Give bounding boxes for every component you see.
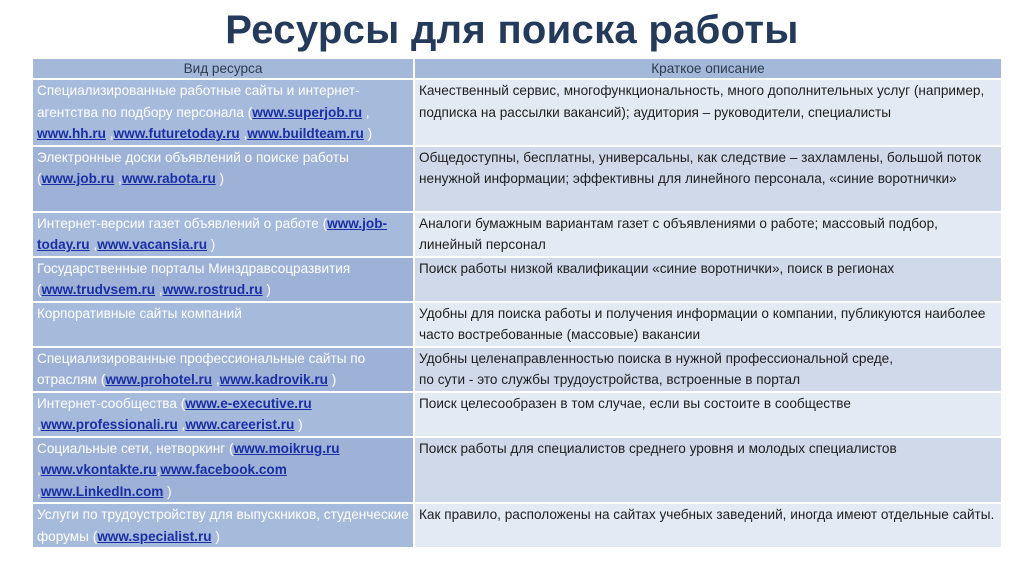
link-e-executive[interactable]: www.e-executive.ru bbox=[185, 395, 312, 411]
punct: , bbox=[37, 483, 41, 499]
punct: ) bbox=[215, 171, 225, 186]
resource-text: Услуги по трудоустройству для выпускников, студенческие форумы ( bbox=[37, 507, 409, 544]
punct: ) bbox=[211, 528, 220, 544]
punct: ) bbox=[262, 282, 271, 297]
link-buildteam[interactable]: www.buildteam.ru bbox=[247, 126, 364, 141]
description-cell: Удобны для поиска работы и получения информации о компании, публикуются наиболее часто востребованные (массовые) вакансии bbox=[415, 303, 1001, 346]
table-row bbox=[33, 348, 1001, 391]
resource-text: Корпоративные сайты компаний bbox=[37, 305, 242, 321]
resource-cell bbox=[33, 348, 413, 391]
punct: , bbox=[177, 417, 186, 432]
punct: , bbox=[37, 462, 41, 477]
table-row bbox=[33, 438, 1001, 503]
description-line: Удобны целенаправленностью поиска в нужной профессиональной среде, bbox=[419, 350, 894, 366]
punct: , bbox=[212, 372, 220, 387]
resource-cell bbox=[33, 303, 413, 346]
header-description: Краткое описание bbox=[415, 59, 1001, 78]
punct: , bbox=[105, 126, 114, 141]
link-rostrud[interactable]: www.rostrud.ru bbox=[162, 282, 263, 297]
link-facebook[interactable]: www.facebook.com bbox=[160, 462, 287, 477]
table-row bbox=[33, 147, 1001, 211]
link-hh[interactable]: www.hh.ru bbox=[37, 126, 106, 141]
resource-cell bbox=[33, 258, 413, 301]
resource-cell bbox=[33, 147, 413, 211]
resource-cell bbox=[33, 504, 413, 547]
description-cell: Как правило, расположены на сайтах учебных заведений, иногда имеют отдельные сайты. bbox=[415, 504, 1001, 547]
description-cell bbox=[415, 348, 1001, 391]
description-line: по сути - это службы трудоустройства, встроенные в портал bbox=[419, 372, 801, 387]
link-linkedin[interactable]: www.LinkedIn.com bbox=[40, 483, 164, 499]
punct: ) bbox=[294, 417, 303, 432]
resource-text: Интернет-версии газет объявлений о работе ( bbox=[37, 215, 328, 231]
link-futuretoday[interactable]: www.futuretoday.ru bbox=[113, 126, 240, 141]
link-trudvsem[interactable]: www.trudvsem.ru bbox=[41, 282, 156, 297]
table-row bbox=[33, 213, 1001, 256]
table-header-row bbox=[33, 59, 1001, 78]
table-row bbox=[33, 504, 1001, 547]
link-job-today[interactable]: www.job-today.ru bbox=[37, 215, 388, 252]
resource-text: Государственные порталы Минздравсоцразвития ( bbox=[37, 260, 351, 297]
resources-table bbox=[31, 57, 1003, 549]
resource-cell bbox=[33, 80, 413, 145]
description-cell: Аналоги бумажным вариантам газет с объявлениями о работе; массовый подбор, линейный персонал bbox=[415, 213, 1001, 256]
table-row bbox=[33, 80, 1001, 145]
table-row bbox=[33, 303, 1001, 346]
punct: ) bbox=[363, 126, 373, 141]
table-row bbox=[33, 393, 1001, 436]
resource-cell bbox=[33, 393, 413, 436]
link-vacansia[interactable]: www.vacansia.ru bbox=[97, 237, 207, 252]
punct: , bbox=[114, 171, 122, 186]
punct: , bbox=[156, 462, 161, 477]
punct: ) bbox=[327, 372, 337, 387]
description-cell: Поиск работы для специалистов среднего уровня и молодых специалистов bbox=[415, 438, 1001, 503]
link-prohotel[interactable]: www.prohotel.ru bbox=[105, 372, 213, 387]
link-job[interactable]: www.job.ru bbox=[41, 171, 115, 186]
page-title: Ресурсы для поиска работы bbox=[225, 8, 799, 52]
link-careerist[interactable]: www.careerist.ru bbox=[185, 417, 295, 432]
resource-cell bbox=[33, 213, 413, 256]
link-moikrug[interactable]: www.moikrug.ru bbox=[233, 440, 340, 456]
resource-cell bbox=[33, 438, 413, 503]
resource-text: Электронные доски объявлений о поиске работы ( bbox=[37, 149, 349, 186]
link-professionali[interactable]: www.professionali.ru bbox=[40, 417, 178, 432]
header-resource-type: Вид ресурса bbox=[33, 59, 413, 78]
resource-text: Специализированные профессиональные сайты по отраслям ( bbox=[37, 350, 366, 387]
punct: ) bbox=[207, 237, 216, 252]
description-cell: Качественный сервис, многофункциональность, много дополнительных услуг (например, подписка на рассылки вакансий); аудитория – руководители, специалисты bbox=[415, 80, 1001, 145]
description-cell: Поиск работы низкой квалификации «синие воротнички», поиск в регионах bbox=[415, 258, 1001, 301]
link-specialist[interactable]: www.specialist.ru bbox=[97, 528, 212, 544]
link-superjob[interactable]: www.superjob.ru bbox=[252, 104, 362, 120]
link-vkontakte[interactable]: www.vkontakte.ru bbox=[40, 462, 157, 477]
punct: ) bbox=[163, 483, 172, 499]
resource-text: Интернет-сообщества ( bbox=[37, 395, 186, 411]
table-row bbox=[33, 258, 1001, 301]
link-kadrovik[interactable]: www.kadrovik.ru bbox=[219, 372, 328, 387]
resource-text: Специализированные работные сайты и интернет-агентства по подбору персонала ( bbox=[37, 83, 360, 120]
link-rabota[interactable]: www.rabota.ru bbox=[121, 171, 216, 186]
punct: , bbox=[155, 282, 163, 297]
punct: , bbox=[37, 417, 41, 432]
description-cell: Общедоступны, бесплатны, универсальны, как следствие – захламлены, большой поток ненужной информации; эффективны для линейного персонала, «синие воротнички» bbox=[415, 147, 1001, 211]
description-cell: Поиск целесообразен в том случае, если вы состоите в сообществе bbox=[415, 393, 1001, 436]
punct: , bbox=[89, 237, 98, 252]
punct: , bbox=[239, 126, 248, 141]
punct: , bbox=[362, 104, 370, 120]
resource-text: Социальные сети, нетворкинг ( bbox=[37, 440, 234, 456]
